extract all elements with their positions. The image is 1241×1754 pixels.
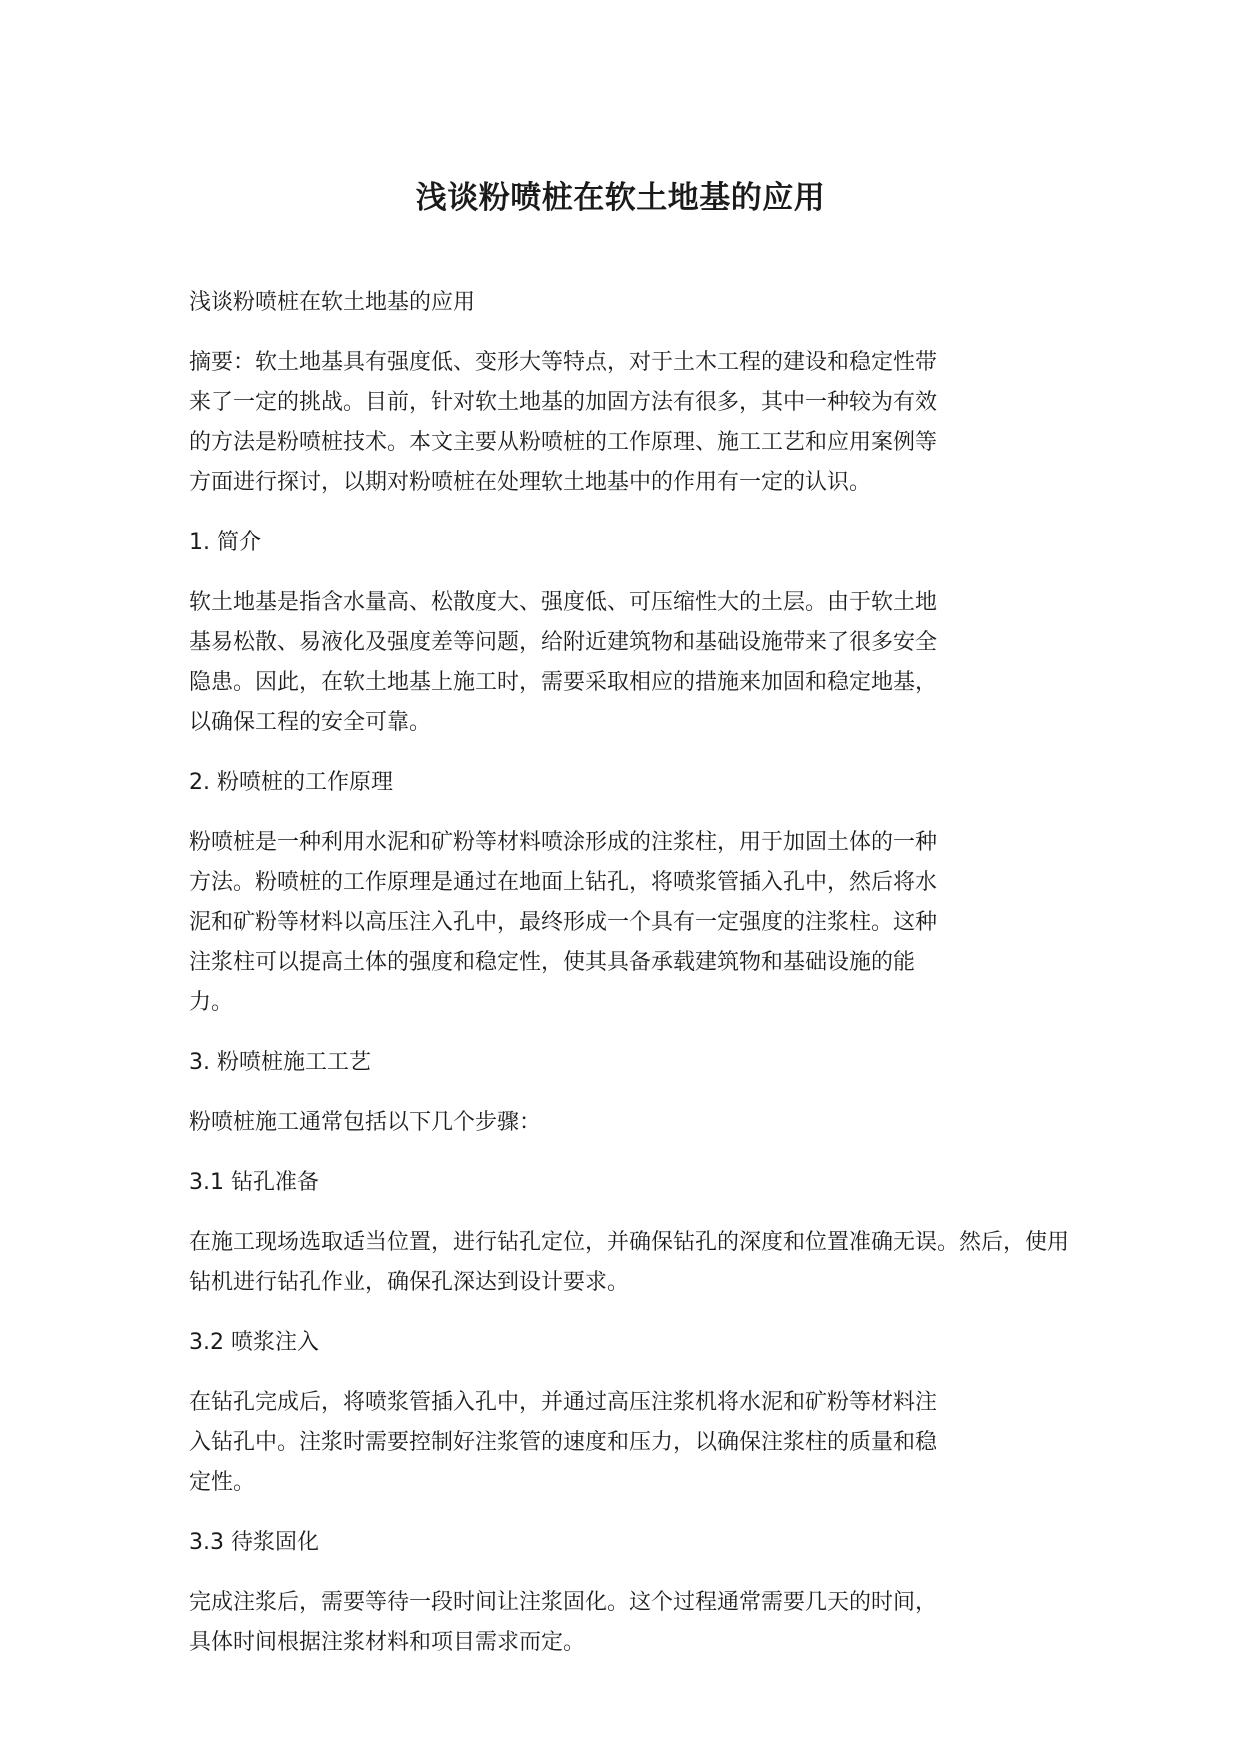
section-2-heading: 2. 粉喷桩的工作原理: [189, 770, 393, 795]
section-1-paragraph: 软土地基是指含水量高、松散度大、强度低、可压缩性大的土层。由于软土地基易松散、易液化及强度差等问题，给附近建筑物和基础设施带来了很多安全隐患。因此，在软土地基上施工时，需要采取相应的措施来加固和稳定地基，以确保工程的安全可靠。: [189, 590, 938, 735]
subtitle-paragraph: 浅谈粉喷桩在软土地基的应用: [189, 290, 476, 315]
abstract-paragraph: 摘要：软土地基具有强度低、变形大等特点，对于土木工程的建设和稳定性带来了一定的挑战。目前，针对软土地基的加固方法有很多，其中一种较为有效的方法是粉喷桩技术。本文主要从粉喷桩的工作原理、施工工艺和应用案例等方面进行探讨，以期对粉喷桩在处理软土地基中的作用有一定的认识。: [189, 350, 938, 495]
step-3-2-paragraph: 在钻孔完成后，将喷浆管插入孔中，并通过高压注浆机将水泥和矿粉等材料注入钻孔中。注浆时需要控制好注浆管的速度和压力，以确保注浆柱的质量和稳定性。: [189, 1390, 938, 1495]
section-2-paragraph: 粉喷桩是一种利用水泥和矿粉等材料喷涂形成的注浆柱，用于加固土体的一种方法。粉喷桩的工作原理是通过在地面上钻孔，将喷浆管插入孔中，然后将水泥和矿粉等材料以高压注入孔中，最终形成一个具有一定强度的注浆柱。这种注浆柱可以提高土体的强度和稳定性，使其具备承载建筑物和基础设施的能力。: [189, 830, 938, 1015]
section-1-heading: 1. 简介: [189, 530, 261, 555]
document-title: 浅谈粉喷桩在软土地基的应用: [415, 180, 826, 216]
step-3-3-heading: 3.3 待浆固化: [189, 1530, 319, 1555]
step-3-1-heading: 3.1 钻孔准备: [189, 1170, 319, 1195]
section-3-heading: 3. 粉喷桩施工工艺: [189, 1050, 371, 1075]
document-body: [189, 283, 1089, 1683]
section-3-intro: 粉喷桩施工通常包括以下几个步骤：: [189, 1110, 542, 1135]
step-3-1-paragraph: 在施工现场选取适当位置，进行钻孔定位，并确保钻孔的深度和位置准确无误。然后，使用钻机进行钻孔作业，确保孔深达到设计要求。: [189, 1230, 1070, 1295]
step-3-2-heading: 3.2 喷浆注入: [189, 1330, 319, 1355]
step-3-3-paragraph: 完成注浆后，需要等待一段时间让注浆固化。这个过程通常需要几天的时间，具体时间根据注浆材料和项目需求而定。: [189, 1590, 938, 1655]
